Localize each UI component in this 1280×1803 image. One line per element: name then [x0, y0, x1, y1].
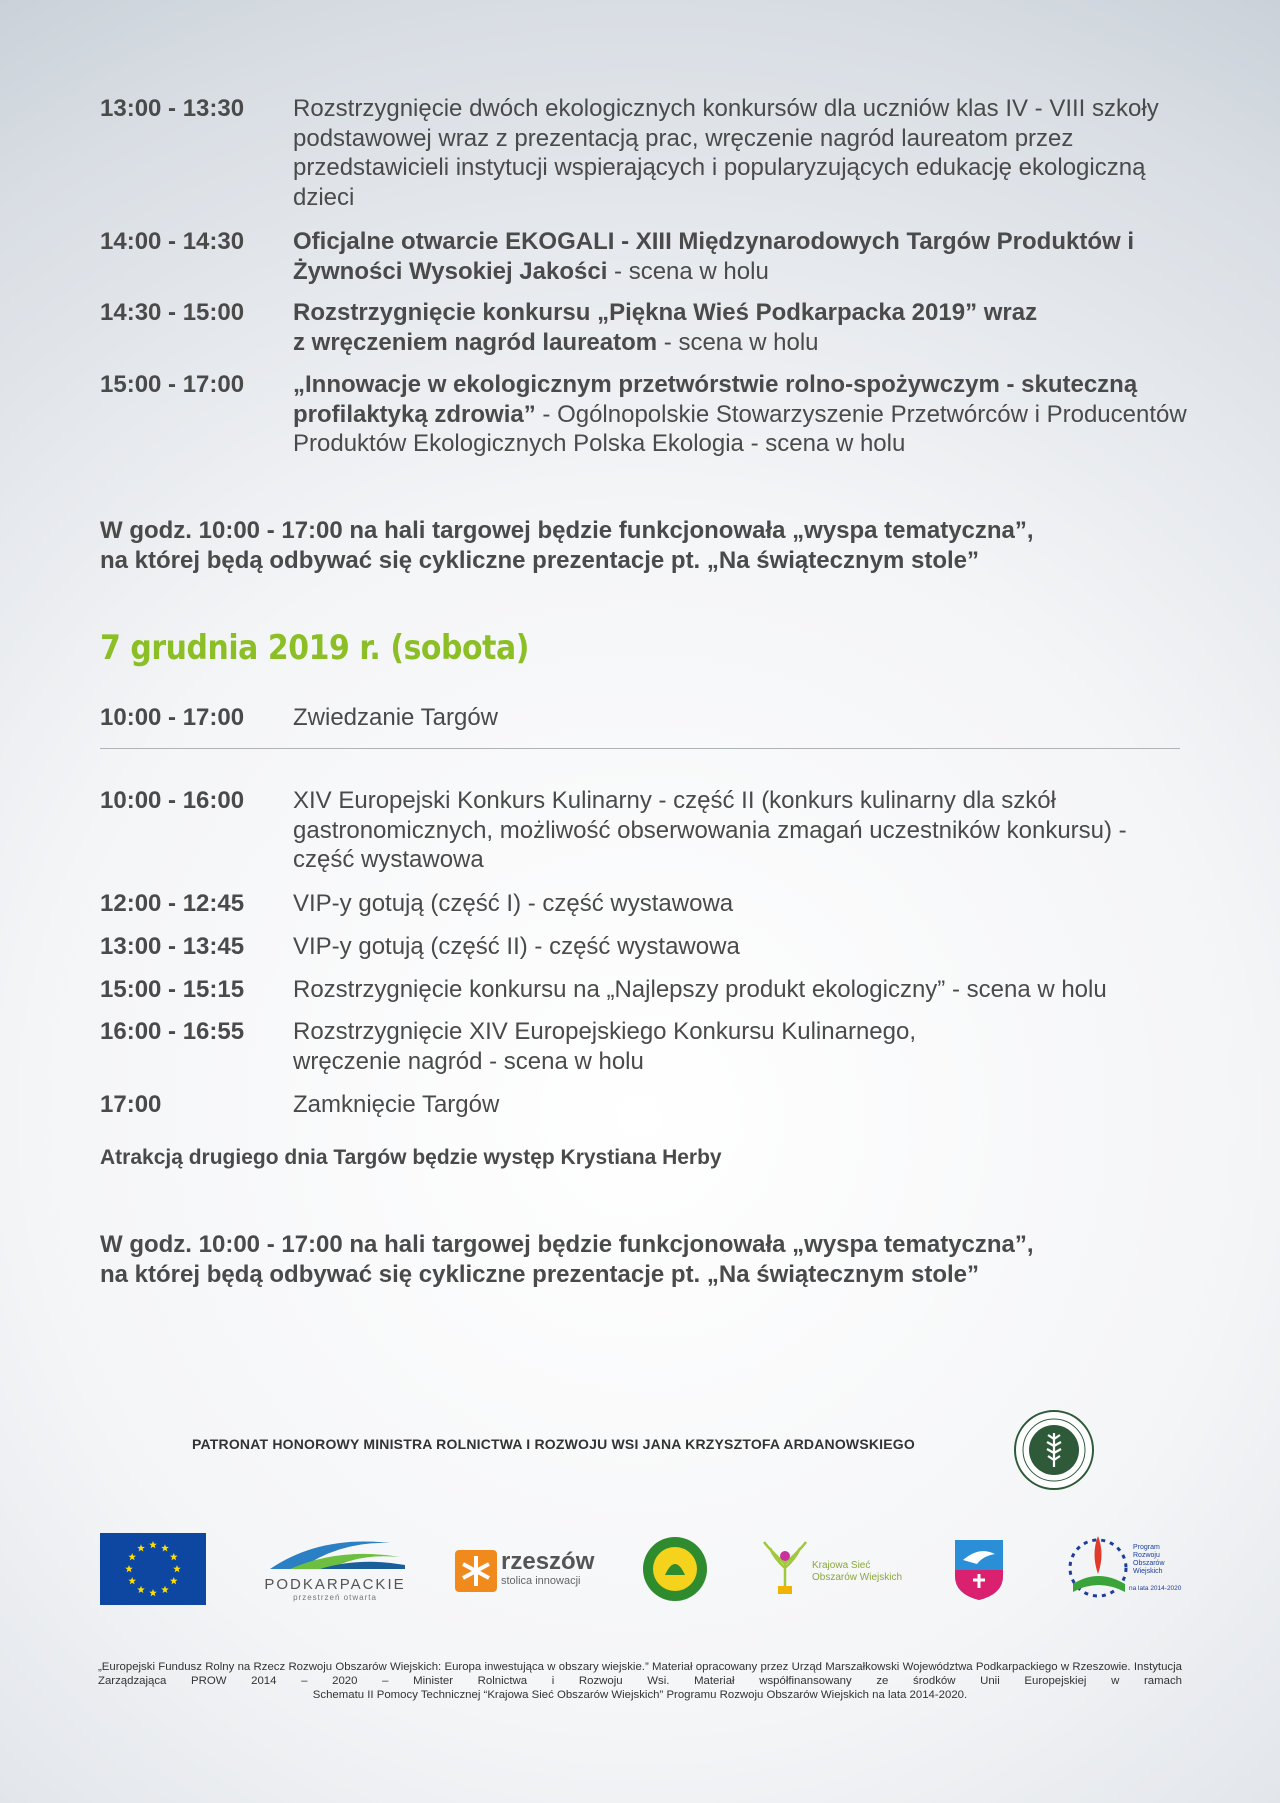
prow-label-line: Rozwoju	[1133, 1552, 1160, 1559]
podkarpackie-logo	[260, 1535, 410, 1605]
schedule-description: Rozstrzygnięcie dwóch ekologicznych konkursów dla uczniów klas IV - VIII szkoły podstawowej wraz z prezentacją prac, wręczenie nagród laureatom przez przedstawicieli instytucji wspierających i popularyzujących edukację ekologiczną dzieci	[293, 95, 1159, 211]
prow-label	[1133, 1544, 1165, 1576]
prow-years: na lata 2014-2020	[1129, 1585, 1182, 1592]
note-line: W godz. 10:00 - 17:00 na hali targowej będzie funkcjonowała „wyspa tematyczna”,	[100, 517, 1034, 544]
podkarpackie-label: PODKARPACKIE	[264, 1576, 406, 1593]
schedule-description: Oficjalne otwarcie EKOGALI - XIII Międzynarodowych Targów Produktów i Żywności Wysokiej Jakości - scena w holu	[293, 228, 1135, 285]
footer-disclaimer	[98, 1660, 1182, 1702]
prow-emblem-icon	[1063, 1530, 1133, 1606]
schedule-description: Rozstrzygnięcie XIV Europejskiego Konkursu Kulinarnego, wręczenie nagród - scena w holu	[293, 1018, 917, 1075]
green-badge-icon	[641, 1535, 709, 1603]
ksow-logo	[760, 1540, 910, 1600]
ksow-label-line: Obszarów Wiejskich	[812, 1572, 903, 1583]
schedule-description: „Innowacje w ekologicznym przetwórstwie rolno-spożywczym - skuteczną profilaktyką zdrowia” - Ogólnopolskie Stowarzyszenie Przetwórców i Producentów Produktów Ekologicznych Polska Ekologia - scena w holu	[293, 371, 1187, 457]
prow-label-line: Program	[1133, 1544, 1160, 1551]
schedule-description: VIP-y gotują (część II) - część wystawowa	[293, 933, 740, 960]
schedule-time: 14:00 - 14:30	[100, 228, 245, 255]
eu-flag-icon	[100, 1533, 206, 1605]
themed-island-note	[100, 1230, 1180, 1290]
schedule-description: Rozstrzygnięcie konkursu „Piękna Wieś Podkarpacka 2019” wraz z wręczeniem nagród laureatom - scena w holu	[293, 299, 1038, 356]
schedule-time: 15:00 - 17:00	[100, 371, 245, 398]
schedule-description: Zwiedzanie Targów	[293, 704, 498, 731]
ksow-label	[812, 1560, 902, 1584]
prow-logo	[1063, 1530, 1183, 1608]
rzeszow-sublabel: stolica innowacji	[501, 1575, 581, 1587]
schedule-time: 13:00 - 13:45	[100, 933, 245, 960]
podkarpackie-sublabel: przestrzeń otwarta	[293, 1593, 377, 1602]
note-line: na której będą odbywać się cykliczne prezentacje pt. „Na świątecznym stole”	[100, 1261, 979, 1288]
partner-logos	[100, 1530, 1180, 1610]
themed-island-note	[100, 516, 1180, 576]
rzeszow-star-icon	[455, 1550, 497, 1592]
prow-label-line: Wiejskich	[1133, 1568, 1163, 1575]
schedule-description: VIP-y gotują (część I) - część wystawowa	[293, 890, 734, 917]
footer-text-last: Schematu II Pomocy Technicznej “Krajowa Sieć Obszarów Wiejskich” Programu Rozwoju Obszarów Wiejskich na lata 2014-2020.	[312, 1689, 968, 1701]
schedule-description: XIV Europejski Konkurs Kulinarny - część II (konkurs kulinarny dla szkół gastronomicznych, możliwość obserwowania zmagań uczestników konkursu) - część wystawowa	[293, 787, 1127, 873]
podkarpackie-mountains-icon	[260, 1535, 410, 1571]
schedule-description: Rozstrzygnięcie konkursu na „Najlepszy produkt ekologiczny” - scena w holu	[293, 976, 1107, 1003]
schedule-time: 14:30 - 15:00	[100, 299, 245, 326]
ministry-seal-icon	[1013, 1409, 1095, 1491]
schedule-time: 17:00	[100, 1091, 162, 1118]
patronat-text: PATRONAT HONOROWY MINISTRA ROLNICTWA I ROZWOJU WSI JANA KRZYSZTOFA ARDANOWSKIEGO	[192, 1436, 915, 1452]
note-line: W godz. 10:00 - 17:00 na hali targowej będzie funkcjonowała „wyspa tematyczna”,	[100, 1231, 1034, 1258]
schedule-time: 10:00 - 16:00	[100, 787, 245, 814]
ksow-label-line: Krajowa Sieć	[812, 1560, 871, 1571]
day-title: 7 grudnia 2019 r. (sobota)	[100, 628, 529, 668]
schedule-time: 10:00 - 17:00	[100, 704, 245, 731]
note-line: na której będą odbywać się cykliczne prezentacje pt. „Na świątecznym stole”	[100, 547, 979, 574]
rzeszow-logo	[455, 1550, 595, 1600]
coat-of-arms-icon	[953, 1538, 1005, 1602]
schedule-time: 12:00 - 12:45	[100, 890, 245, 917]
schedule-time: 15:00 - 15:15	[100, 976, 245, 1003]
schedule-time: 16:00 - 16:55	[100, 1018, 245, 1045]
ksow-plant-icon	[760, 1540, 810, 1596]
rzeszow-label: rzeszów	[501, 1548, 595, 1575]
schedule-time: 13:00 - 13:30	[100, 95, 245, 122]
footer-text: „Europejski Fundusz Rolny na Rzecz Rozwoju Obszarów Wiejskich: Europa inwestująca w obszary wiejskie.” Materiał opracowany przez Urząd Marszałkowski Województwa Podkarpackiego w Rzeszowie. Instytucja Zarządzająca PROW 2014 – 2020 – Minister Rolnictwa i Rozwoju Wsi. Materiał współfinansowany ze środków Unii Europejskiej w ramach	[98, 1661, 1182, 1687]
schedule-description: Zamknięcie Targów	[293, 1091, 500, 1118]
divider	[100, 748, 1180, 749]
prow-label-line: Obszarów	[1133, 1560, 1165, 1567]
highlight-text: Atrakcją drugiego dnia Targów będzie występ Krystiana Herby	[100, 1146, 722, 1169]
